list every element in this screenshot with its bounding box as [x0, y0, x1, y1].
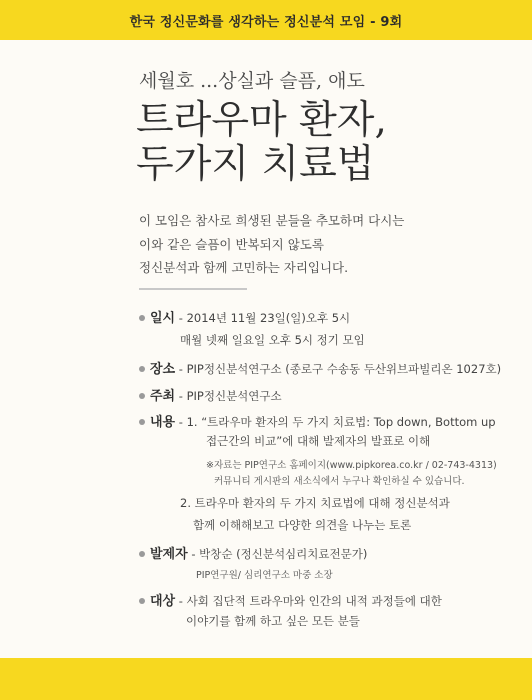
intro-line-3: 정신분석과 함께 고민하는 자리입니다.: [139, 260, 349, 275]
detail-content: [139, 411, 496, 430]
detail-place: [139, 358, 501, 377]
detail-audience: [139, 590, 442, 609]
detail-date: [139, 307, 350, 326]
host-label: 주최: [150, 389, 176, 404]
header-bar: [0, 0, 532, 40]
content-label: 내용: [150, 415, 176, 430]
bullet-icon: [139, 393, 145, 399]
divider: [139, 288, 247, 290]
header-title: 한국 정신문화를 생각하는 정신분석 모임 - 9회: [129, 14, 403, 30]
audience-line2: 이야기를 함께 하고 싶은 모든 분들: [186, 614, 360, 628]
host-value: - PIP정신분석연구소: [175, 389, 282, 403]
presenter-label: 발제자: [150, 547, 188, 562]
audience-value: - 사회 집단적 트라우마와 인간의 내적 과정들에 대한: [175, 594, 442, 608]
audience-label: 대상: [150, 594, 176, 609]
detail-host: [139, 385, 282, 404]
bullet-icon: [139, 419, 145, 425]
content-item1-note2: 커뮤니티 게시판의 새소식에서 누구나 확인하실 수 있습니다.: [214, 476, 465, 487]
place-label: 장소: [150, 362, 176, 377]
content-item2-line2: 함께 이해해보고 다양한 의견을 나누는 토론: [193, 518, 412, 532]
date-note: 매월 넷째 일요일 오후 5시 정기 모임: [180, 333, 365, 347]
content-item1-line1: - 1. “트라우마 환자의 두 가지 치료법: Top down, Bottom up: [175, 415, 496, 429]
place-value: - PIP정신분석연구소 (종로구 수송동 두산위브파빌리온 1027호): [175, 362, 502, 376]
content-item2-line1: 2. 트라우마 환자의 두 가지 치료법에 대해 정신분석과: [180, 496, 450, 510]
poster-subtitle: 세월호 ...상실과 슬픔, 애도: [139, 70, 365, 92]
presenter-value: - 박창순 (정신분석심리치료전문가): [187, 547, 368, 561]
headline-line-1: 트라우마 환자,: [136, 98, 387, 143]
headline-line-2: 두가지 치료법: [136, 142, 375, 187]
bullet-icon: [139, 551, 145, 557]
presenter-note: PIP연구원/ 심리연구소 마중 소장: [196, 570, 333, 581]
detail-presenter: [139, 543, 367, 562]
content-item1-line2: 접근간의 비교”에 대해 발제자의 발표로 이해: [206, 434, 431, 448]
content-item1-note1: ※자료는 PIP연구소 홈페이지(www.pipkorea.co.kr / 02-743-4313): [206, 460, 497, 471]
date-label: 일시: [150, 311, 176, 326]
bullet-icon: [139, 366, 145, 372]
bullet-icon: [139, 598, 145, 604]
intro-line-1: 이 모임은 참사로 희생된 분들을 추모하며 다시는: [139, 213, 405, 228]
intro-line-2: 이와 같은 슬픔이 반복되지 않도록: [139, 237, 324, 252]
date-value: - 2014년 11월 23일(일)오후 5시: [175, 311, 351, 325]
bullet-icon: [139, 315, 145, 321]
footer-bar: [0, 658, 532, 700]
